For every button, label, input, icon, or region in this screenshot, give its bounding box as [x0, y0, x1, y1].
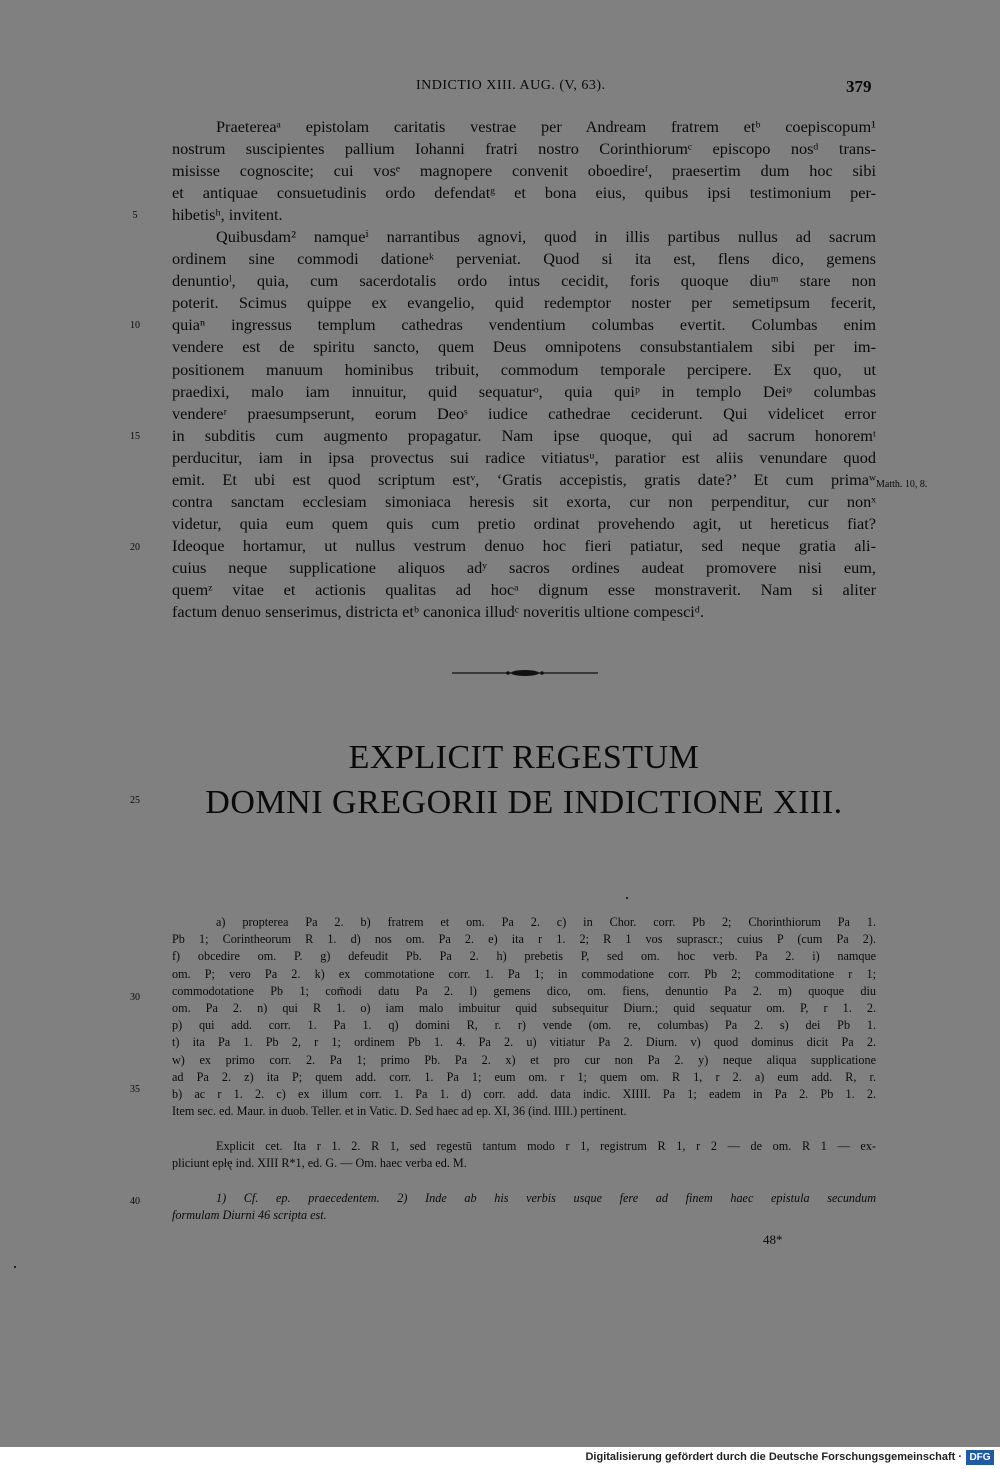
critical-apparatus: [172, 914, 876, 1120]
apparatus-line: t) ita Pa 1. Pb 2, r 1; ordinem Pb 1. 4. Pa 2. u) vitiatur Pa 2. Diurn. v) quod dominus dicit Pa 2.: [172, 1035, 876, 1050]
apparatus-line: ad Pa 2. z) ita P; quem add. corr. 1. Pa 1; eum om. r 1; quem om. R 1, r 2. a) eum add. R, r.: [172, 1069, 876, 1084]
line-number: 10: [130, 320, 140, 331]
text-line: ordinem sine commodi dationeᵏ perveniat. Quod si ita est, flens dico, gemens: [172, 249, 876, 269]
explicit-note-line: pliciunt epłę ind. XIII R*1, ed. G. — Om. haec verba ed. M.: [172, 1156, 467, 1171]
text-line: Praetereaᵃ epistolam caritatis vestrae per Andream fratrem etᵇ coepiscopum¹: [216, 117, 876, 136]
source-note-line: 1) Cf. ep. praecedentem. 2) Inde ab his verbis usque fere ad finem haec epistula secundum: [216, 1191, 876, 1205]
running-title: INDICTIO XIII. AUG. (V, 63).: [416, 78, 606, 93]
apparatus-line: a) propterea Pa 2. b) fratrem et om. Pa 2. c) in Chor. corr. Pb 2; Chorinthiorum Pa 1.: [216, 915, 876, 929]
footer-credit: Digitalisierung gefördert durch die Deutsche Forschungsgemeinschaft ·: [585, 1451, 962, 1463]
text-line: quiaⁿ ingressus templum cathedras vendentium columbas evertit. Columbas enim: [172, 315, 876, 335]
apparatus-line: om. Pa 2. n) qui R 1. o) iam malo imbuitur quid subsequitur Diurn.; quid sequatur om. P, r 1. 2.: [172, 1000, 876, 1015]
apparatus-line: f) obcedire om. P. g) defeudit Pb. Pa 2. h) prebetis P, sed om. hoc verb. Pa 2. i) namque: [172, 949, 876, 964]
text-line: quemᶻ vitae et actionis qualitas ad hocᵃ dignum esse monstraverit. Nam si aliter: [172, 579, 876, 599]
apparatus-line: w) ex primo corr. 2. Pa 1; primo Pb. Pa 2. x) et pro cur non Pa 2. y) neque aliqua supplicatione: [172, 1052, 876, 1067]
text-line: vendere est de spiritu sancto, quem Deus omnipotens consubstantialem sibi per im-: [172, 337, 876, 357]
line-number: 25: [130, 795, 140, 806]
text-line: videtur, quia eum quem quis cum pretio ordinat provehendo agit, ut hereticus fiat?: [172, 513, 876, 533]
heading-line-2: DOMNI GREGORII DE INDICTIONE XIII.: [205, 784, 843, 821]
text-line: factum denuo senserimus, districta etᵇ canonica illudᶜ noveritis ultione compesciᵈ.: [172, 602, 704, 622]
explicit-note: [172, 1138, 876, 1172]
ornament-divider: [452, 666, 598, 680]
footer-strip: [0, 1447, 1000, 1469]
text-line: hibetisʰ, invitent.: [172, 205, 283, 225]
text-line: misisse cognoscite; cui vosᵉ magnopere convenit oboedireᶠ, praesertim dum hoc sibi: [172, 161, 876, 181]
scan-speck: [14, 1266, 16, 1268]
text-line: emit. Et ubi est quod scriptum estᵛ, ‘Gratis accepistis, gratis date?’ Et cum primaʷ: [172, 469, 876, 489]
apparatus-line: commodotatione Pb 1; com̄odi datu Pa 2. l) gemens dico, om. fiens, denuntio Pa 2. m) quoque diu: [172, 983, 876, 998]
text-line: nostrum suscipientes pallium Iohanni fratri nostro Corinthiorumᶜ episcopo nosᵈ trans-: [172, 139, 876, 159]
text-line: vendereʳ praesumpserunt, eorum Deoˢ iudice cathedrae ceciderunt. Qui videlicet error: [172, 403, 876, 423]
text-line: denuntioˡ, quia, cum sacerdotalis ordo intus cecidit, foris quoque diuᵐ stare non: [172, 271, 876, 291]
scan-speck: [626, 897, 628, 899]
apparatus-line: p) qui add. corr. 1. Pa 1. q) domini R, r. r) vende (om. re, columbas) Pa 2. s) dei Pb 1.: [172, 1018, 876, 1033]
apparatus-line: om. P; vero Pa 2. k) ex commotatione corr. 1. Pa 1; in commodatione corr. Pb 2; commoditatione r 1;: [172, 966, 876, 981]
text-line: contra sanctam ecclesiam simoniaca heresis sit exorta, cur non perpenditur, cur nonˣ: [172, 491, 876, 511]
main-text: [172, 116, 876, 623]
text-line: et antiquae consuetudinis ordo defendatᵍ et bona eius, quibus ipsi testimonium per-: [172, 183, 876, 203]
line-number: 20: [130, 542, 140, 553]
apparatus-line: Item sec. ed. Maur. in duob. Teller. et in Vatic. D. Sed haec ad ep. XI, 36 (ind. IIII.) pertinent.: [172, 1104, 627, 1119]
text-line: in subditis cum augmento propagatur. Nam ipse quoque, qui ad sacrum honoremᵗ: [172, 425, 876, 445]
apparatus-line: b) ac r 1. 2. c) ex illum corr. 1. Pa 1. d) corr. add. data indic. XIIII. Pa 1; eadem in Pa 2. Pb 1. 2.: [172, 1086, 876, 1101]
explicit-note-line: Explicit cet. Ita r 1. 2. R 1, sed regestū tantum modo r 1, registrum R 1, r 2 — de om. R 1 — ex-: [216, 1139, 876, 1153]
text-line: positionem manuum hominibus tribuit, commodum temporale percipere. Ex quo, ut: [172, 359, 876, 379]
line-number: 40: [130, 1196, 140, 1207]
text-line: perducitur, iam in ipsa provectus sui radice vitiatusᵘ, paratior est aliis venundare quod: [172, 447, 876, 467]
running-head: [0, 78, 1000, 102]
margin-note: Matth. 10, 8.: [876, 479, 928, 490]
line-number: 5: [132, 210, 138, 221]
line-number: 30: [130, 992, 140, 1003]
source-note-line: formulam Diurni 46 scripta est.: [172, 1208, 327, 1223]
dfg-logo: DFG: [966, 1450, 994, 1465]
apparatus-line: Pb 1; Corintheorum R 1. d) nos om. Pa 2. e) ita r 1. 2; R 1 vos suprascr.; cuius P (cum Pa 2).: [172, 932, 876, 947]
page-number: 379: [846, 77, 872, 96]
text-line: praedixi, malo iam innuitur, quid sequaturᵒ, quia quiᵖ in templo Deiᵠ columbas: [172, 381, 876, 401]
text-line: Ideoque hortamur, ut nullus vestrum denuo hoc fieri patiatur, sed neque gratia ali-: [172, 535, 876, 555]
heading-line-1: EXPLICIT REGESTUM: [348, 739, 700, 776]
line-number: 15: [130, 431, 140, 442]
text-line: poterit. Scimus quippe ex evangelio, quid redemptor noster per semetipsum fecerit,: [172, 293, 876, 313]
signature-mark: 48*: [763, 1232, 783, 1247]
text-line: Quibusdam² namqueⁱ narrantibus agnovi, quod in illis partibus nullus ad sacrum: [216, 227, 876, 247]
source-notes: [172, 1190, 876, 1224]
text-line: cuius neque supplicatione aliquos adʸ sacros ordines audeat promovere nisi eum,: [172, 557, 876, 577]
line-number: 35: [130, 1084, 140, 1095]
